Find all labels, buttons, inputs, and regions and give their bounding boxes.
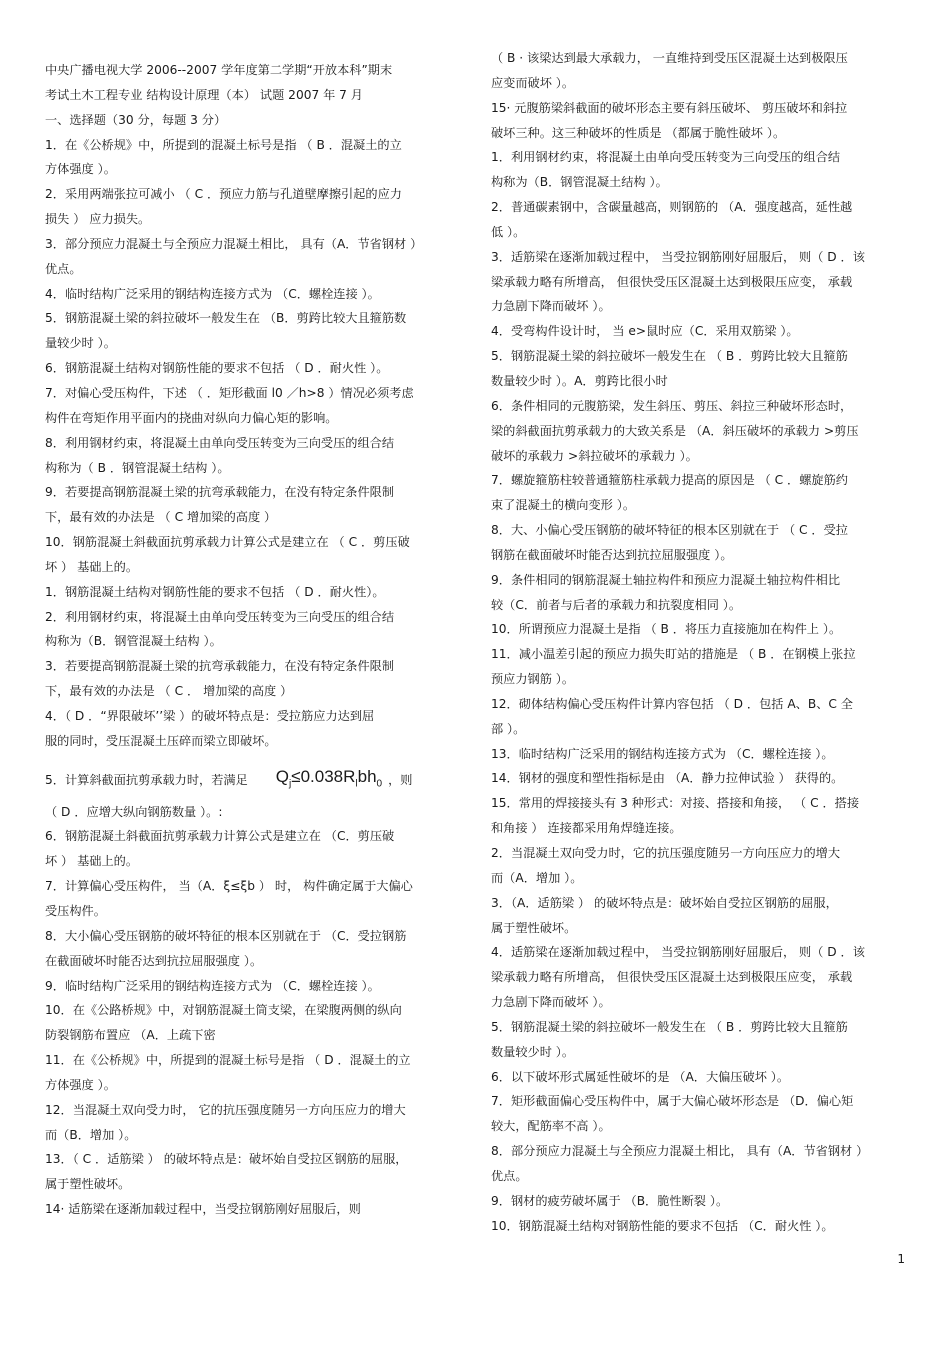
text-line: 属于塑性破坏。 bbox=[45, 1177, 131, 1192]
left-column-top bbox=[45, 46, 463, 754]
text-line: 10．在《公路桥规》中，对钢筋混凝土筒支梁，在梁腹两侧的纵向 bbox=[45, 1003, 402, 1018]
text-line: 5．钢筋混凝土梁的斜拉破坏一般发生在 （ B ．剪跨比较大且箍筋 bbox=[491, 349, 848, 364]
formula-question-text: 5．计算斜截面抗剪承载力时，若满足 bbox=[45, 772, 248, 787]
text-line: 量较少时 ）。 bbox=[45, 336, 116, 351]
text-line: 力急剧下降而破坏 ）。 bbox=[491, 299, 611, 314]
text-line: 9．钢材的疲劳破坏属于 （B．脆性断裂 ）。 bbox=[491, 1193, 729, 1208]
page-number: 1 bbox=[897, 1252, 905, 1266]
text-line: 构称为（ B ．钢管混凝土结构 ）。 bbox=[45, 460, 230, 475]
text-line: 1．钢筋混凝土结构对钢筋性能的要求不包括 （ D ．耐火性）。 bbox=[45, 584, 385, 599]
text-line: 预应力钢筋 ）。 bbox=[491, 672, 575, 687]
text-line: 7．螺旋箍筋柱较普通箍筋柱承载力提高的原因是 （ C ．螺旋筋约 bbox=[491, 473, 848, 488]
text-line: 梁承载力略有所增高， 但很快受压区混凝土达到极限压应变， 承载 bbox=[491, 970, 853, 985]
text-line: 4．受弯构件设计时， 当 e>鼠时应（C．采用双筋梁 ）。 bbox=[491, 324, 799, 339]
text-line: 4．（ D ．“界限破坏’’梁 ）的破坏特点是：受拉筋应力达到屈 bbox=[45, 708, 375, 723]
text-line: 构件在弯矩作用平面内的挠曲对纵向力偏心矩的影响。 bbox=[45, 410, 338, 425]
text-line: 2．普通碳素钢中，含碳量越高，则钢筋的 （A．强度越高，延性越 bbox=[491, 200, 853, 215]
text-line: 9．临时结构广泛采用的钢结构连接方式为 （C．螺栓连接 ）。 bbox=[45, 978, 380, 993]
text-line: 14．钢材的强度和塑性指标是由 （A．静力拉伸试验 ） 获得的。 bbox=[491, 771, 844, 786]
shear-formula bbox=[276, 754, 382, 800]
text-line: 3．部分预应力混凝土与全预应力混凝土相比， 具有（A．节省钢材 ） bbox=[45, 236, 423, 251]
text-line: 14· 适筋梁在逐渐加载过程中，当受拉钢筋刚好屈服后，则 bbox=[45, 1202, 361, 1217]
text-line: 7．矩形截面偏心受压构件中，属于大偏心破坏形态是 （D．偏心矩 bbox=[491, 1094, 854, 1109]
text-line: 7．对偏心受压构件，下述 （ ．矩形截面 l0 ／h>8 ）情况必须考虑 bbox=[45, 385, 414, 400]
text-line: 8．大小偏心受压钢筋的破坏特征的根本区别就在于 （C．受拉钢筋 bbox=[45, 928, 407, 943]
text-line: 低 ）。 bbox=[491, 224, 526, 239]
text-line: 服的同时，受压混凝土压碎而梁立即破坏。 bbox=[45, 733, 277, 748]
text-line: 8．大、小偏心受压钢筋的破坏特征的根本区别就在于 （ C ．受拉 bbox=[491, 523, 848, 538]
text-line: 15．常用的焊接接头有 3 种形式：对接、搭接和角接， （ C ．搭接 bbox=[491, 796, 860, 811]
text-line: 10．所谓预应力混凝土是指 （ B ．将压力直接施加在构件上 ）。 bbox=[491, 622, 842, 637]
text-line: 5．钢筋混凝土梁的斜拉破坏一般发生在 （ B ．剪跨比较大且箍筋 bbox=[491, 1019, 848, 1034]
text-line bbox=[45, 46, 463, 58]
text-line: 在截面破坏时能否达到抗拉屈服强度 ）。 bbox=[45, 953, 263, 968]
formula-sub-l: l bbox=[355, 778, 358, 790]
text-line: 10．钢筋混凝土斜截面抗剪承载力计算公式是建立在 （ C ．剪压破 bbox=[45, 535, 410, 550]
text-line: 2．当混凝土双向受力时，它的抗压强度随另一方向压应力的增大 bbox=[491, 846, 841, 860]
text-line: 坏 ） 基础上的。 bbox=[45, 559, 139, 574]
text-line: （ D ．应增大纵向钢筋数量 ）。: bbox=[45, 804, 223, 819]
text-line: （ B · 该梁达到最大承载力， 一直维持到受压区混凝土达到极限压 bbox=[491, 51, 848, 65]
text-line: 考试土木工程专业 结构设计原理（本） 试题 2007 年 7 月 bbox=[45, 87, 363, 102]
text-line: 方体强度 ）。 bbox=[45, 1077, 116, 1092]
text-line: 15· 元腹筋梁斜截面的破坏形态主要有斜压破坏、 剪压破坏和斜拉 bbox=[491, 100, 848, 115]
formula-q: Q bbox=[275, 766, 289, 786]
text-line: 下，最有效的办法是 （ C ． 增加梁的高度 ） bbox=[45, 684, 293, 699]
text-line: 4．临时结构广泛采用的钢结构连接方式为 （C．螺栓连接 ）。 bbox=[45, 286, 380, 301]
text-line: 11．减小温差引起的预应力损失盯站的措施是 （ B ．在钢模上张拉 bbox=[491, 647, 856, 662]
text-line: 1．在《公桥规》中，所提到的混凝土标号是指 （ B ．混凝土的立 bbox=[45, 137, 402, 152]
text-line: 3．（A．适筋梁 ） 的破坏特点是：破坏始自受拉区钢筋的屈服， bbox=[491, 895, 838, 910]
text-line: 属于塑性破坏。 bbox=[491, 920, 577, 935]
text-line: 9．条件相同的钢筋混凝土轴拉构件和预应力混凝土轴拉构件相比 bbox=[491, 572, 841, 587]
text-line: 坏 ） 基础上的。 bbox=[45, 854, 139, 869]
text-line: 7．计算偏心受压构件， 当（A．ξ≤ξb ） 时， 构件确定属于大偏心 bbox=[45, 879, 413, 894]
text-line: 破坏三种。这三种破坏的性质是 （都属于脆性破坏 ）。 bbox=[491, 125, 786, 140]
formula-rhs: ≤0.038R bbox=[291, 766, 356, 786]
text-line: 10．钢筋混凝土结构对钢筋性能的要求不包括 （C．耐火性 ）。 bbox=[491, 1218, 834, 1233]
text-line: 4．适筋梁在逐渐加载过程中， 当受拉钢筋刚好屈服后， 则（ D ．该 bbox=[491, 945, 865, 960]
text-line: 构称为（B．钢管混凝土结构 ）。 bbox=[45, 634, 222, 649]
text-line: 中央广播电视大学 2006--2007 学年度第二学期“开放本科”期末 bbox=[45, 63, 393, 77]
text-line: 构称为（B．钢管混凝土结构 ）。 bbox=[491, 175, 668, 190]
text-line: 3．若要提高钢筋混凝土梁的抗弯承载能力，在没有特定条件限制 bbox=[45, 659, 395, 674]
text-line: 钢筋在截面破坏时能否达到抗拉屈服强度 ）。 bbox=[491, 547, 733, 562]
formula-bh: bh bbox=[357, 766, 377, 786]
formula-question-tail: ，则 bbox=[388, 772, 413, 787]
text-line: 5．钢筋混凝土梁的斜拉破坏一般发生在 （B．剪跨比较大且箍筋数 bbox=[45, 311, 407, 326]
text-line: 力急剧下降而破坏 ）。 bbox=[491, 995, 611, 1010]
text-line: 部 ）。 bbox=[491, 721, 526, 736]
text-line: 6．条件相同的元腹筋梁，发生斜压、剪压、斜拉三种破坏形态时， bbox=[491, 398, 853, 413]
formula-question-line bbox=[45, 754, 463, 800]
text-line: 较（C．前者与后者的承载力和抗裂度相同 ）。 bbox=[491, 597, 742, 612]
text-line: 8．部分预应力混凝土与全预应力混凝土相比， 具有（A．节省钢材 ） bbox=[491, 1144, 869, 1159]
formula-sub-0: 0 bbox=[376, 778, 383, 790]
text-line: 6．钢筋混凝土结构对钢筋性能的要求不包括 （ D ．耐火性 ）。 bbox=[45, 361, 389, 376]
text-line: 破坏的承载力 >斜拉破坏的承载力 ）。 bbox=[491, 448, 698, 463]
text-line: 12．当混凝土双向受力时， 它的抗压强度随另一方向压应力的增大 bbox=[45, 1102, 406, 1117]
left-column bbox=[45, 46, 463, 1222]
text-line: 2．采用两端张拉可减小 （ C ．预应力筋与孔道壁摩擦引起的应力 bbox=[45, 187, 402, 202]
text-line: 11．在《公桥规》中，所提到的混凝土标号是指 （ D ．混凝土的立 bbox=[45, 1053, 411, 1068]
text-line: 梁承载力略有所增高， 但很快受压区混凝土达到极限压应变， 承载 bbox=[491, 274, 853, 289]
text-line: 1．利用钢材约束，将混凝土由单向受压转变为三向受压的组合结 bbox=[491, 150, 841, 165]
text-line: 防裂钢筋布置应 （A．上疏下密 bbox=[45, 1028, 216, 1043]
text-line: 8．利用钢材约束，将混凝土由单向受压转变为三向受压的组合结 bbox=[45, 435, 395, 450]
text-line: 一、选择题（30 分，每题 3 分） bbox=[45, 112, 227, 127]
text-line: 优点。 bbox=[45, 261, 82, 276]
text-line: 方体强度 ）。 bbox=[45, 162, 116, 177]
text-line: 梁的斜截面抗剪承载力的大致关系是 （A．斜压破坏的承载力 >剪压 bbox=[491, 423, 859, 438]
text-line: 13．（ C ．适筋梁 ） 的破坏特点是：破坏始自受拉区钢筋的屈服， bbox=[45, 1152, 408, 1167]
text-line: 数量较少时 ）。 bbox=[491, 1044, 575, 1059]
text-line: 6．以下破坏形式属延性破坏的是 （A．大偏压破坏 ）。 bbox=[491, 1069, 790, 1084]
text-line: 而（A．增加 ）。 bbox=[491, 870, 583, 885]
text-line: 较大，配筋率不高 ）。 bbox=[491, 1119, 611, 1134]
text-line: 束了混凝土的横向变形 ）。 bbox=[491, 498, 636, 513]
text-line: 12．砌体结构偏心受压构件计算内容包括 （ D ．包括 A、B、C 全 bbox=[491, 696, 853, 711]
text-line: 3．适筋梁在逐渐加载过程中， 当受拉钢筋刚好屈服后， 则（ D ．该 bbox=[491, 249, 865, 264]
formula-sub-j: j bbox=[289, 778, 292, 790]
text-line: 受压构件。 bbox=[45, 904, 106, 918]
text-line: 损失 ） 应力损失。 bbox=[45, 212, 151, 227]
text-line: 13．临时结构广泛采用的钢结构连接方式为 （C．螺栓连接 ）。 bbox=[491, 746, 834, 761]
text-line: 6．钢筋混凝土斜截面抗剪承载力计算公式是建立在 （C．剪压破 bbox=[45, 829, 395, 844]
text-line: 和角接 ） 连接都采用角焊缝连接。 bbox=[491, 821, 682, 836]
text-line: 9．若要提高钢筋混凝土梁的抗弯承载能力，在没有特定条件限制 bbox=[45, 485, 395, 500]
text-line: 下，最有效的办法是 （ C 增加梁的高度 ） bbox=[45, 510, 277, 525]
text-line: 2．利用钢材约束，将混凝土由单向受压转变为三向受压的组合结 bbox=[45, 609, 395, 624]
left-column-bottom bbox=[45, 800, 463, 1222]
right-column bbox=[491, 46, 909, 1239]
text-line: 而（B．增加 ）。 bbox=[45, 1127, 137, 1142]
text-line: 数量较少时 ）。A．剪跨比很小时 bbox=[491, 373, 668, 388]
text-line: 优点。 bbox=[491, 1168, 528, 1183]
text-line: 应变而破坏 ）。 bbox=[491, 75, 575, 90]
